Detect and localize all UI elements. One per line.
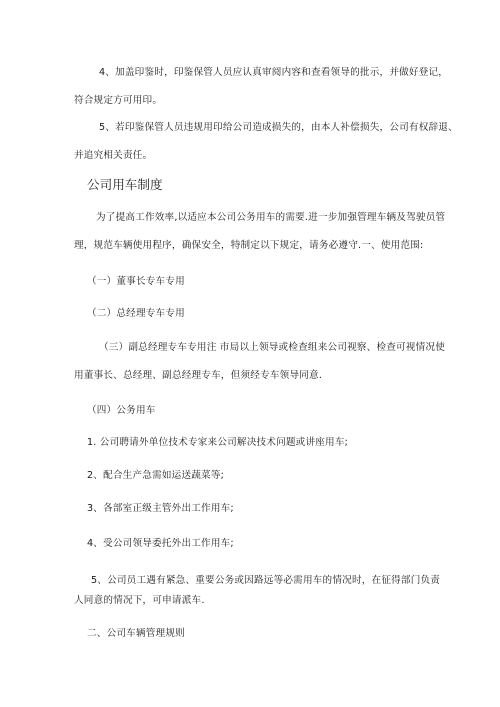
scope-item-4: （四）公务用车: [87, 405, 156, 416]
use-item-2: 2、配合生产急需如运送蔬菜等;: [87, 470, 225, 481]
use-item-5-line-2: 人同意的情况下，可申请派车.: [74, 595, 205, 606]
intro-line-1: 为了提高工作效率,以适应本公司公务用车的需要.进一步加强管理车辆及驾驶员管: [96, 212, 446, 223]
use-item-4: 4、受公司领导委托外出工作用车;: [87, 538, 234, 549]
item-5-line-2: 并追究相关责任。: [74, 150, 153, 161]
item-5-line-1: 5、若印鉴保管人员违规用印给公司造成损失的，由本人补偿损失，公司有权辞退、: [99, 122, 458, 133]
scope-item-1: （一）董事长专车专用: [87, 276, 185, 287]
section-title: 公司用车制度: [87, 177, 163, 192]
item-4-line-1: 4、加盖印鉴时，印鉴保管人员应认真审阅内容和查看领导的批示，并做好登记，: [99, 67, 449, 78]
use-item-3: 3、各部室正级主管外出工作用车;: [87, 503, 234, 514]
scope-item-3-line-1: （三）副总经理专车专用注 市局以上领导或检查组来公司视察、检查可视情况使: [99, 342, 446, 353]
scope-item-3-line-2: 用董事长、总经理、副总经理专车，但须经专车领导同意.: [74, 370, 323, 381]
intro-line-2: 理，规范车辆使用程序，确保安全，特制定以下规定，请务必遵守.一、使用范围:: [74, 240, 424, 251]
use-item-5-line-1: 5、公司员工遇有紧急、重要公务或因路远等必需用车的情况时，在征得部门负责: [91, 575, 441, 586]
item-4-line-2: 符合规定方可用印。: [74, 95, 163, 106]
use-item-1: 1. 公司聘请外单位技术专家来公司解决技术问题或讲座用车;: [87, 437, 349, 448]
scope-item-2: （二）总经理专车专用: [87, 308, 185, 319]
rules-heading: 二、公司车辆管理规则: [87, 628, 185, 639]
